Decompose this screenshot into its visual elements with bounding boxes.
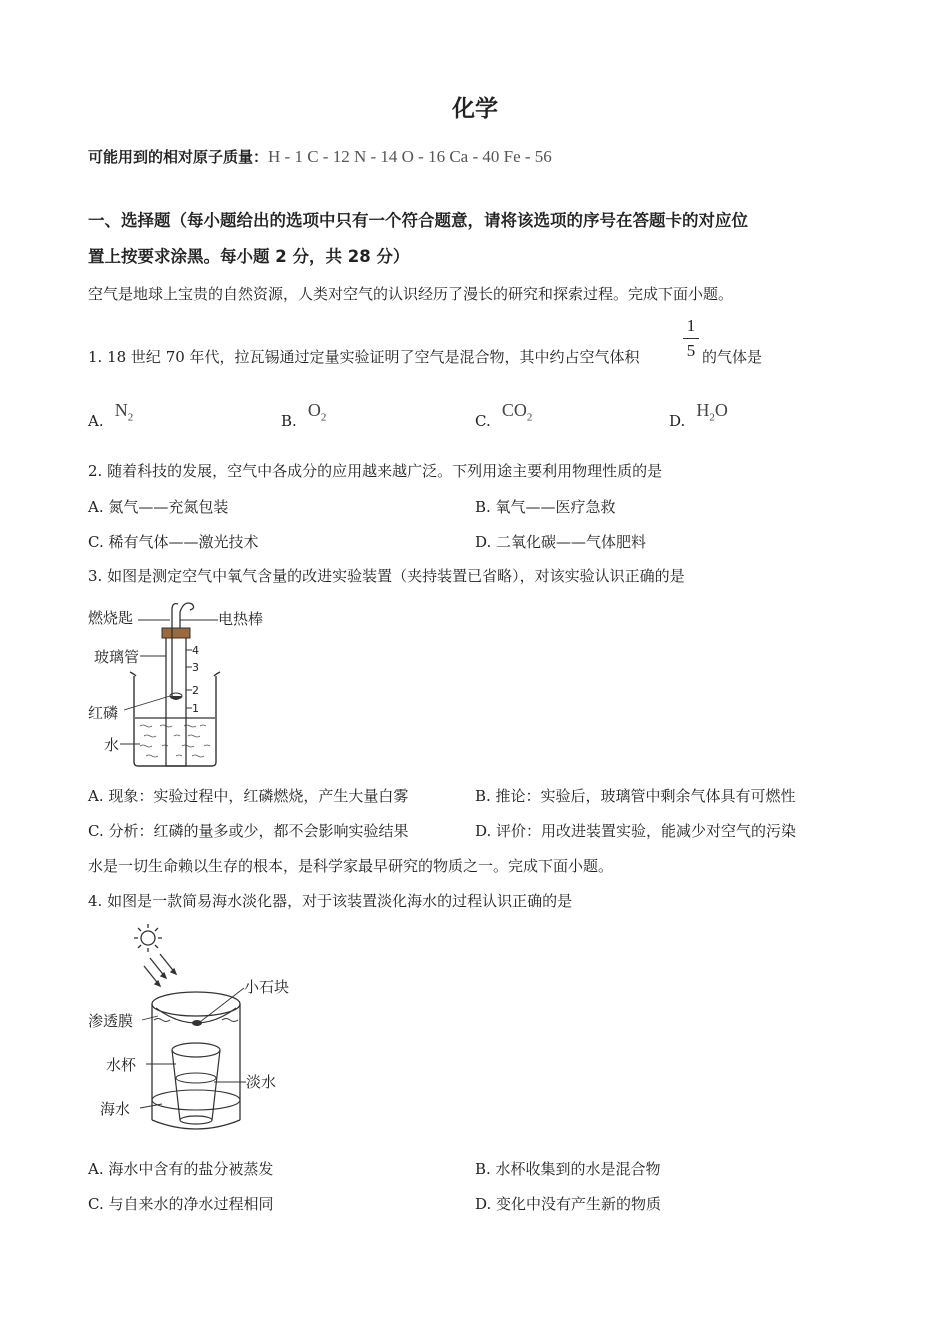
q1-stem-before: 1. 18 世纪 70 年代，拉瓦锡通过定量实验证明了空气是混合物，其中约占空气体积 — [88, 348, 640, 366]
q3-option-a[interactable]: A. 现象：实验过程中，红磷燃烧，产生大量白雾 — [88, 787, 409, 805]
section-heading-line2: 置上按要求涂黑。每小题 2 分，共 28 分） — [88, 247, 410, 266]
q3-option-b[interactable]: B. 推论：实验后，玻璃管中剩余气体具有可燃性 — [475, 787, 796, 805]
q4-option-d[interactable]: D. 变化中没有产生新的物质 — [475, 1195, 662, 1213]
q3-option-c[interactable]: C. 分析：红磷的量多或少，都不会影响实验结果 — [88, 822, 409, 840]
intro-water: 水是一切生命赖以生存的根本，是科学家最早研究的物质之一。完成下面小题。 — [88, 857, 614, 875]
label-rod: 电热棒 — [218, 610, 264, 628]
q1-option-d[interactable]: D. $H_2O$ — [669, 400, 728, 430]
sun-icon — [134, 924, 162, 952]
frac-numerator: 1 — [686, 316, 696, 335]
q4-option-c[interactable]: C. 与自来水的净水过程相同 — [88, 1195, 274, 1213]
q4-option-a[interactable]: A. 海水中含有的盐分被蒸发 — [88, 1160, 274, 1178]
q2-option-d[interactable]: D. 二氧化碳——气体肥料 — [475, 533, 647, 551]
atomic-mass-line — [88, 146, 552, 167]
label-phosphorus: 红磷 — [88, 704, 119, 722]
q4-stem: 4. 如图是一款简易海水淡化器，对于该装置淡化海水的过程认识正确的是 — [88, 892, 573, 910]
scale-mark-2: 2 — [192, 684, 199, 697]
q2-option-a[interactable]: A. 氮气——充氮包装 — [88, 498, 229, 516]
label-sea: 海水 — [100, 1100, 131, 1118]
label-stone: 小石块 — [244, 978, 290, 996]
q1-option-c[interactable]: C. $CO_2$ — [475, 400, 533, 430]
frac-bar — [683, 338, 699, 339]
q3-option-d[interactable]: D. 评价：用改进装置实验，能减少对空气的污染 — [475, 822, 797, 840]
q4-option-b[interactable]: B. 水杯收集到的水是混合物 — [475, 1160, 661, 1178]
page-title: 化学 — [452, 96, 498, 122]
scale-mark-3: 3 — [192, 661, 199, 674]
label-cup: 水杯 — [106, 1056, 137, 1074]
label-tube: 玻璃管 — [94, 648, 140, 666]
q4-desalinator-figure — [84, 920, 314, 1138]
q1-option-b[interactable]: B. $O_2$ — [281, 400, 327, 430]
label-membrane: 渗透膜 — [88, 1012, 134, 1030]
q2-option-b[interactable]: B. 氧气——医疗急救 — [475, 498, 616, 516]
scale-mark-4: 4 — [192, 644, 199, 657]
frac-denominator: 5 — [686, 341, 696, 360]
label-fresh: 淡水 — [246, 1073, 277, 1091]
intro-air: 空气是地球上宝贵的自然资源，人类对空气的认识经历了漫长的研究和探索过程。完成下面小题。 — [88, 285, 734, 303]
q1-option-a[interactable]: A. $N_2$ — [88, 400, 134, 430]
q1-stem-after: 的气体是 — [702, 348, 763, 366]
section-heading-line1: 一、选择题（每小题给出的选项中只有一个符合题意，请将该选项的序号在答题卡的对应位 — [88, 211, 748, 230]
label-water: 水 — [104, 736, 120, 754]
q2-option-c[interactable]: C. 稀有气体——激光技术 — [88, 533, 259, 551]
q3-stem: 3. 如图是测定空气中氧气含量的改进实验装置（夹持装置已省略），对该实验认识正确的是 — [88, 567, 685, 585]
scale-mark-1: 1 — [192, 702, 199, 715]
label-spoon: 燃烧匙 — [88, 609, 134, 627]
q3-apparatus-figure — [84, 592, 284, 770]
q1-fraction — [683, 316, 699, 361]
atomic-mass-label: 可能用到的相对原子质量： — [88, 148, 269, 166]
atomic-mass-values: H - 1 C - 12 N - 14 O - 16 Ca - 40 Fe - 56 — [268, 147, 552, 166]
q2-stem: 2. 随着科技的发展，空气中各成分的应用越来越广泛。下列用途主要利用物理性质的是 — [88, 462, 663, 480]
